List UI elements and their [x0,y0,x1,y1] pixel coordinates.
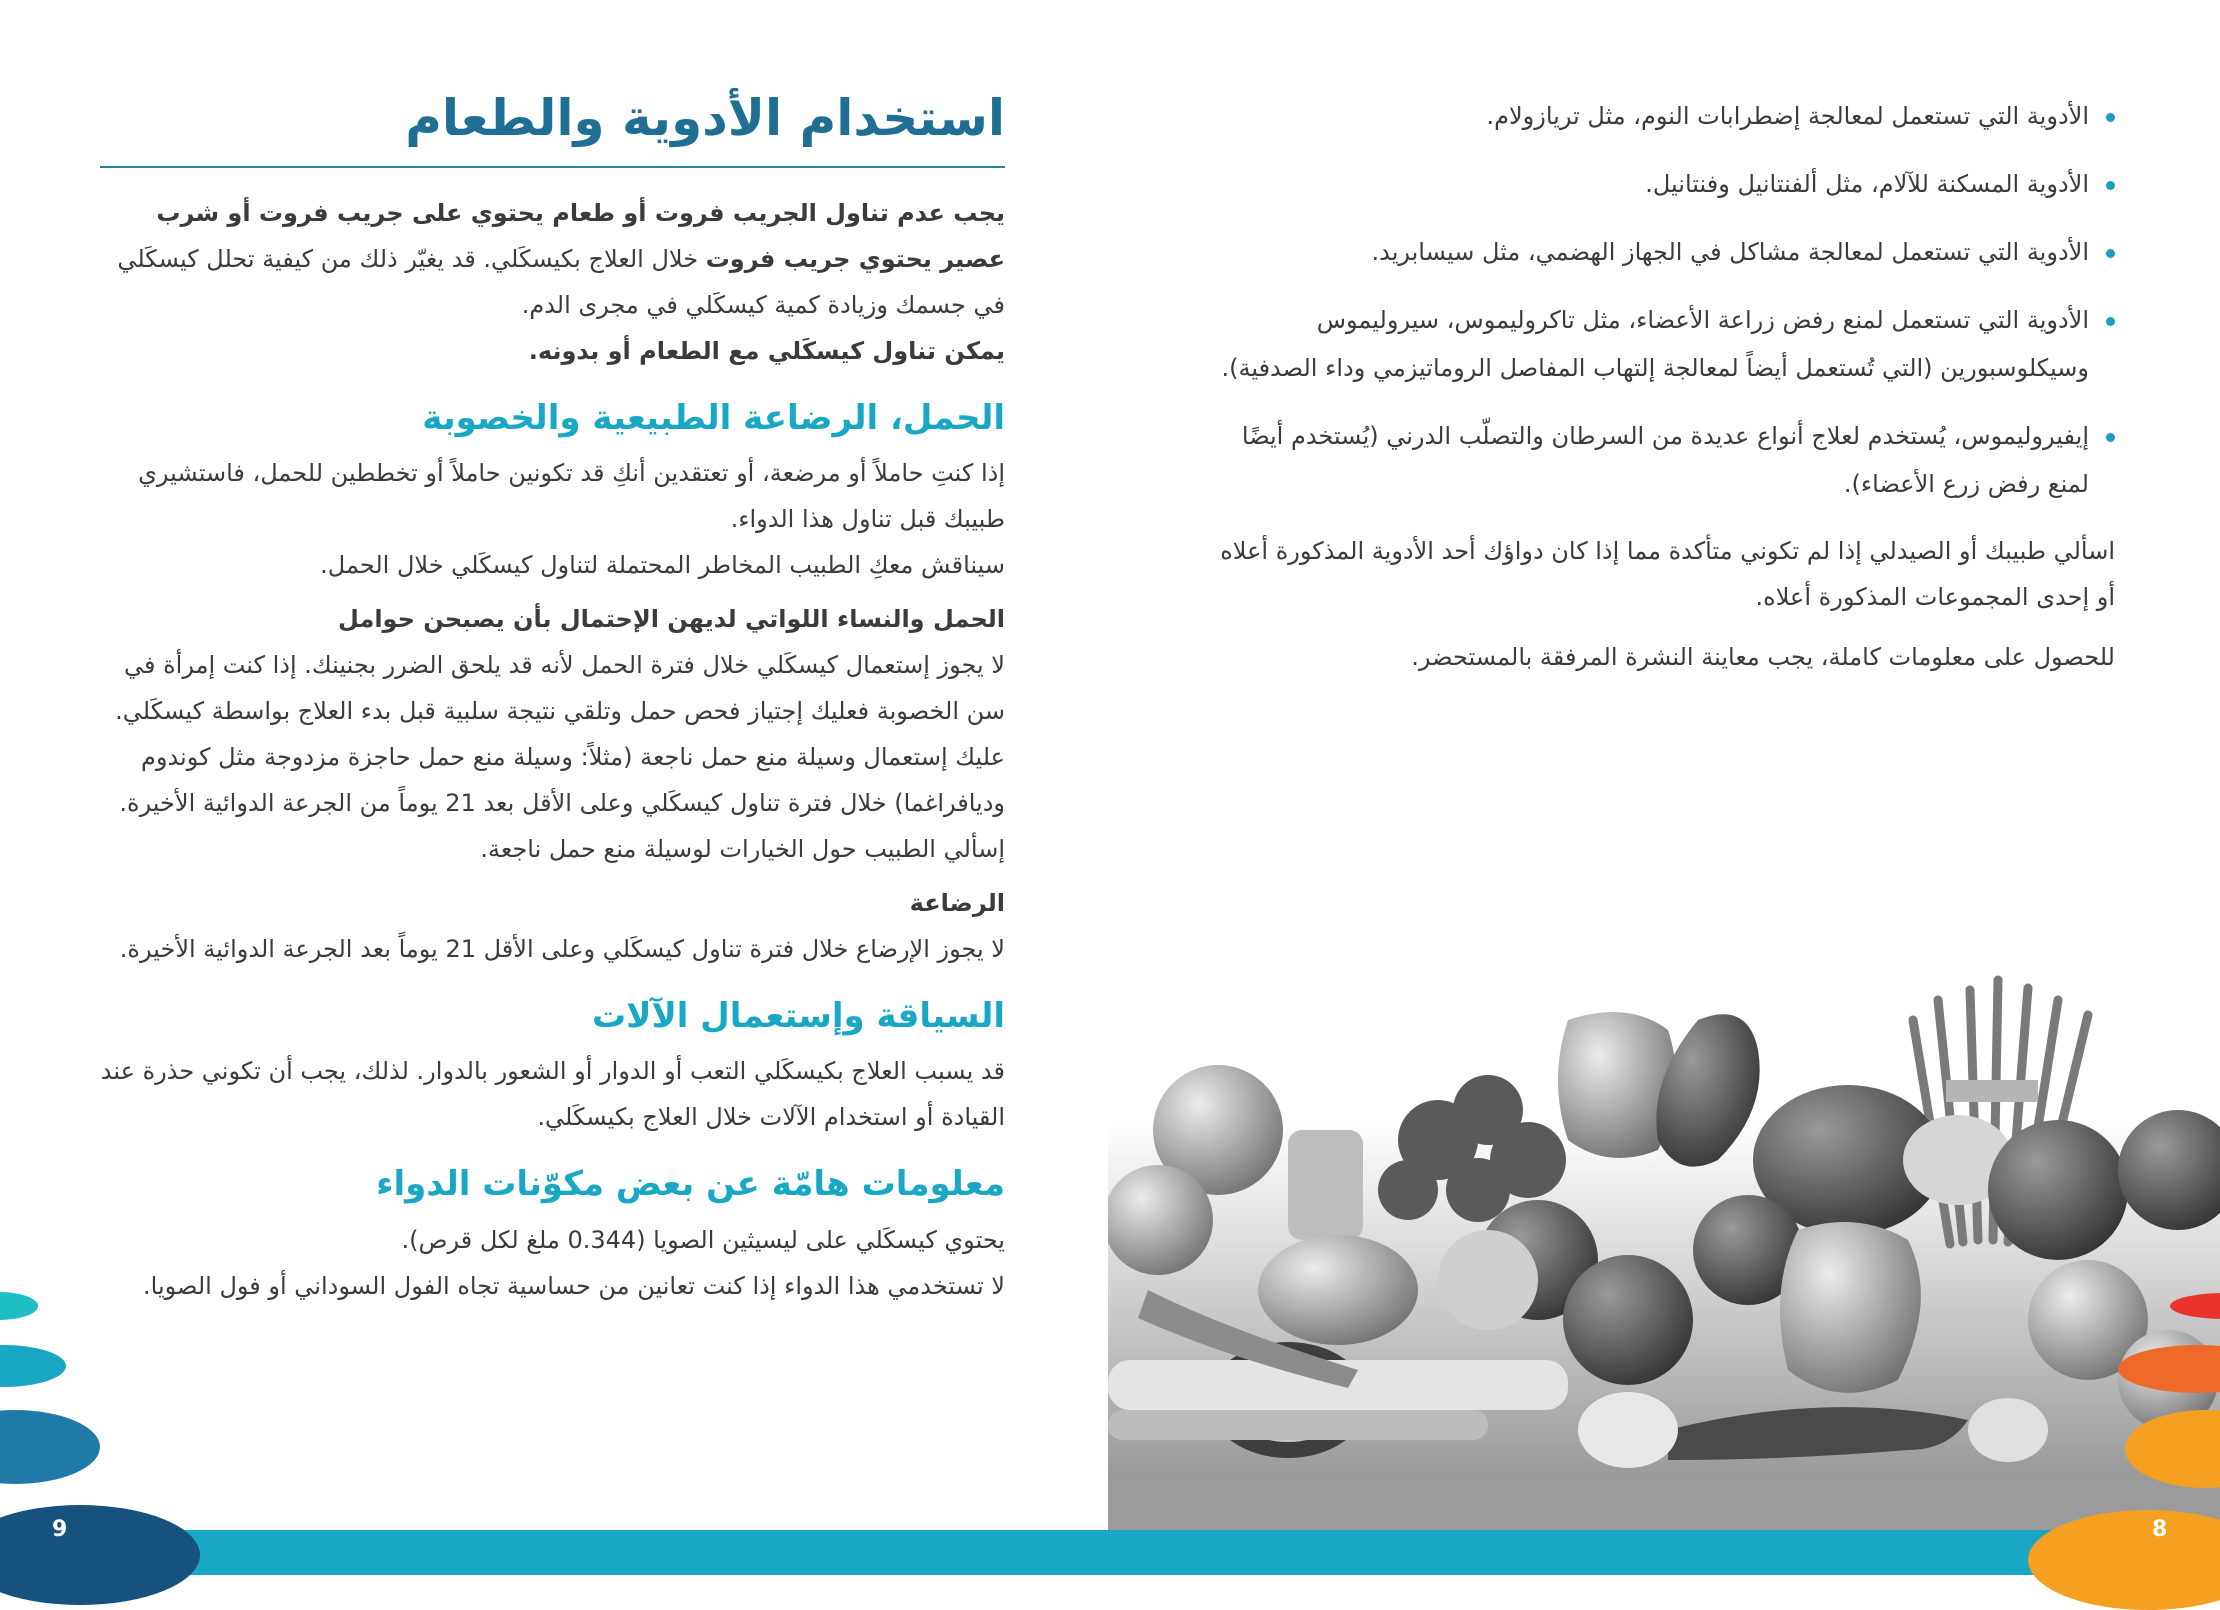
page-number-right: 8 [2152,1517,2168,1542]
list-item: إيفيروليموس، يُستخدم لعلاج أنواع عديدة من السرطان والتصلّب الدرني (يُستخدم أيضًا لمنع رفض زرع الأعضاء). [1210,412,2115,508]
vegetables-photo [1108,960,2220,1530]
bullet-dot-icon [2106,181,2115,190]
page-title: استخدام الأدوية والطعام [405,89,1005,147]
title-divider [100,166,1005,168]
breastfeeding-paragraph: لا يجوز الإرضاع خلال فترة تناول كيسكَلي وعلى الأقل 21 يوماً بعد الجرعة الدوائية الأخيرة. [119,935,1005,964]
ingredients-paragraph-1: يحتوي كيسكَلي على ليسيثين الصويا (0.344 ملغ لكل قرص). [401,1225,1005,1254]
ingredients-section-title: معلومات هامّة عن بعض مكوّنات الدواء [376,1164,1005,1205]
grapefruit-paragraph [100,190,1005,328]
bullet-dot-icon [2106,433,2115,442]
decorative-blue-blob [0,1410,100,1484]
decorative-teal-blob [0,1292,38,1320]
grapefruit-warning-text: خلال العلاج بكيسكَلي. قد يغيّر ذلك من كيفية تحلل كيسكَلي في جسمك وزيادة كمية كيسكَلي في مجرى الدم. [117,245,1005,319]
ask-doctor-paragraph: اسألي طبيبك أو الصيدلي إذا لم تكوني متأكدة مما إذا كان دواؤك أحد الأدوية المذكورة أعلاه أو إحدى المجموعات المذكورة أعلاه. [1220,537,2115,611]
page-number-left: 9 [52,1517,68,1542]
pregnancy-paragraph-1: إذا كنتِ حاملاً أو مرضعة، أو تعتقدين أنكِ قد تكونين حاملاً أو تخططين للحمل، فاستشيري طبيبك قبل تناول هذا الدواء. [138,459,1005,534]
list-item: الأدوية التي تستعمل لمعالجة مشاكل في الجهاز الهضمي، مثل سيسابريد. [1210,228,2115,276]
food-instruction: يمكن تناول كيسكَلي مع الطعام أو بدونه. [528,337,1005,365]
ingredients-paragraph-2: لا تستخدمي هذا الدواء إذا كنت تعانين من حساسية تجاه الفول السوداني أو فول الصويا. [143,1271,1005,1300]
leaflet-paragraph: للحصول على معلومات كاملة، يجب معاينة النشرة المرفقة بالمستحضر. [1411,643,2115,671]
bullet-dot-icon [2106,249,2115,258]
pregnancy-paragraph-2: سيناقش معكِ الطبيب المخاطر المحتملة لتناول كيسكَلي خلال الحمل. [320,551,1005,580]
childbearing-subtitle: الحمل والنساء اللواتي لديهن الإحتمال بأن يصبحن حوامل [338,605,1005,634]
list-item: الأدوية التي تستعمل لمعالجة إضطرابات النوم، مثل تريازولام. [1210,92,2115,140]
list-item: الأدوية المسكنة للآلام، مثل ألفنتانيل وفنتانيل. [1210,160,2115,208]
left-page-content [100,88,1005,1309]
bullet-dot-icon [2106,113,2115,122]
medication-list [1210,92,2115,508]
footer-band [0,1530,2220,1575]
driving-paragraph: قد يسبب العلاج بكيسكَلي التعب أو الدوار أو الشعور بالدوار. لذلك، يجب أن تكوني حذرة عند القيادة أو استخدام الآلات خلال العلاج بكيسكَلي. [100,1057,1005,1132]
decorative-cyan-blob [0,1345,66,1387]
grapefruit-warning-bold: يجب عدم تناول الجريب فروت أو طعام يحتوي على جريب فروت أو شرب عصير يحتوي جريب فروت [156,199,1005,273]
list-item: الأدوية التي تستعمل لمنع رفض زراعة الأعضاء، مثل تاكروليموس، سيروليموس وسيكلوسبورين (التي تُستعمل أيضاً لمعالجة إلتهاب المفاصل الروماتيزمي وداء الصدفية). [1210,296,2115,392]
driving-section-title: السياقة وإستعمال الآلات [591,996,1005,1037]
right-page-content [1210,92,2115,680]
footer-navy-blob [0,1505,200,1605]
childbearing-paragraph: لا يجوز إستعمال كيسكَلي خلال فترة الحمل لأنه قد يلحق الضرر بجنينك. إذا كنت إمرأة في سن الخصوبة فعليك إجتياز فحص حمل وتلقي نتيجة سلبية قبل بدء العلاج بواسطة كيسكَلي. عليك إستعمال وسيلة منع حمل ناجعة (مثلاً: وسيلة منع حمل حاجزة مزدوجة مثل كوندوم وديافراغما) خلال فترة تناول كيسكَلي وعلى الأقل بعد 21 يوماً من الجرعة الدوائية الأخيرة. إسألي الطبيب حول الخيارات لوسيلة منع حمل ناجعة. [115,651,1005,864]
pregnancy-section-title: الحمل، الرضاعة الطبيعية والخصوبة [422,398,1005,438]
breastfeeding-subtitle: الرضاعة [909,889,1005,918]
bullet-dot-icon [2106,317,2115,326]
